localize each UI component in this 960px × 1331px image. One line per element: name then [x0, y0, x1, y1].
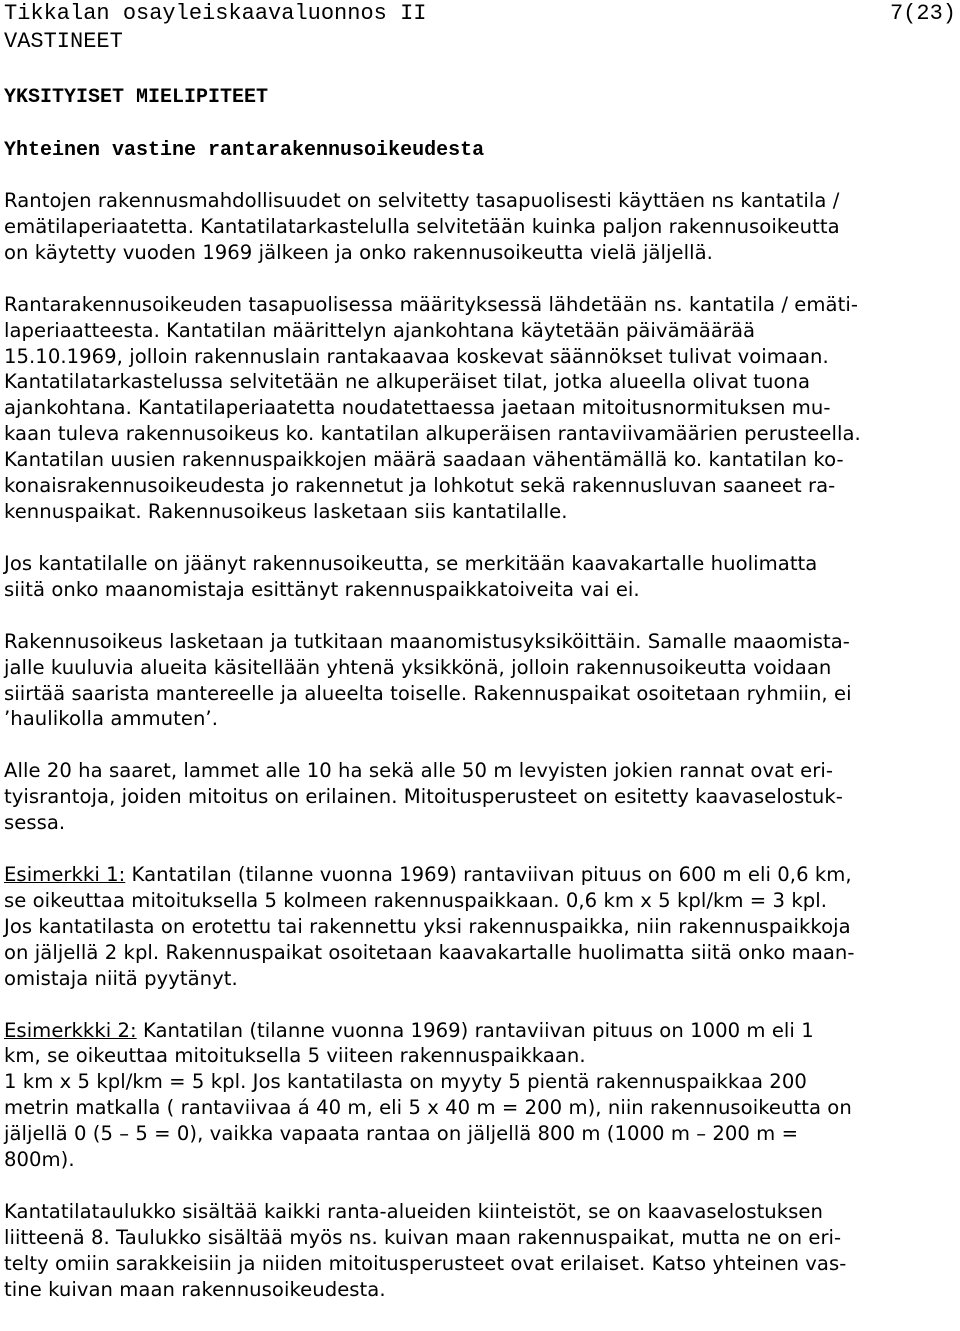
text-line: on jäljellä 2 kpl. Rakennuspaikat osoitetaan kaavakartalle huolimatta siitä onko maan- [4, 940, 855, 964]
example-2-text: Kantatilan (tilanne vuonna 1969) rantaviivan pituus on 1000 m eli 1 [136, 1018, 814, 1042]
example-1-paragraph [4, 862, 958, 992]
text-line: km, se oikeuttaa mitoituksella 5 viiteen rakennuspaikkaan. [4, 1044, 586, 1068]
page-number: 7(23) [889, 1, 956, 26]
text-line: laperiaatteesta. Kantatilan määrittelyn ajankohtana käytetään päivämäärää [4, 318, 756, 342]
text-line: Alle 20 ha saaret, lammet alle 10 ha sekä alle 50 m levyisten jokien rannat ovat eri- [4, 759, 834, 783]
text-line: Jos kantatilalle on jäänyt rakennusoikeutta, se merkitään kaavakartalle huolimatta [4, 551, 818, 575]
text-line: konaisrakennusoikeudesta jo rakennetut ja lohkotut sekä rakennusluvan saaneet ra- [4, 474, 836, 498]
text-line: kennuspaikat. Rakennusoikeus lasketaan siis kantatilalle. [4, 499, 568, 523]
text-line: Kantatilataulukko sisältää kaikki ranta-alueiden kiinteistöt, se on kaavaselostuksen [4, 1200, 824, 1223]
document-title: Tikkalan osayleiskaavaluonnos II [4, 1, 427, 26]
paragraph-2 [4, 292, 958, 525]
paragraph-4 [4, 629, 958, 733]
text-line: Jos kantatilasta on erotettu tai rakennettu yksi rakennuspaikka, niin rakennuspaikkoja [4, 914, 851, 938]
text-line: Kantatilan uusien rakennuspaikkojen määrä saadaan vähentämällä ko. kantatilan ko- [4, 448, 844, 472]
text-line: 800m). [4, 1148, 75, 1172]
text-line: emätilaperiaatetta. Kantatilatarkastelulla selvitetään kuinka paljon rakennusoikeutta [4, 214, 840, 238]
example-1-label: Esimerkki 1: [4, 863, 126, 887]
text-line: tine kuivan maan rakennusoikeudesta. [4, 1277, 386, 1301]
example-2-label: Esimerkkki 2: [4, 1018, 137, 1042]
text-line: ’haulikolla ammuten’. [4, 707, 218, 731]
text-line [4, 1018, 958, 1044]
text-line: Rakennusoikeus lasketaan ja tutkitaan maanomistusyksiköittäin. Samalle maaomista- [4, 629, 850, 653]
text-line: liitteenä 8. Taulukko sisältää myös ns. kuivan maan rakennuspaikat, mutta ne on eri- [4, 1225, 842, 1249]
text-line: tyisrantoja, joiden mitoitus on erilainen. Mitoitusperusteet on esitetty kaavaselostuk- [4, 785, 843, 809]
text-line: siirtää saarista mantereelle ja alueelta toiselle. Rakennuspaikat osoitetaan ryhmiin, ei [4, 681, 852, 705]
text-line: 1 km x 5 kpl/km = 5 kpl. Jos kantatilasta on myyty 5 pientä rakennuspaikkaa 200 [4, 1070, 807, 1094]
text-line: Kantatilatarkastelussa selvitetään ne alkuperäiset tilat, jotka alueella olivat tuona [4, 370, 811, 394]
text-line [4, 862, 958, 888]
text-line: se oikeuttaa mitoituksella 5 kolmeen rakennuspaikkaan. 0,6 km x 5 kpl/km = 3 kpl. [4, 888, 828, 912]
paragraph-8 [4, 1199, 958, 1303]
text-line: Rantarakennusoikeuden tasapuolisessa määrityksessä lähdetään ns. kantatila / emäti- [4, 292, 858, 316]
paragraph-3 [4, 551, 958, 603]
text-line: 15.10.1969, jolloin rakennuslain rantakaavaa koskevat säännökset tulivat voimaan. [4, 344, 829, 368]
text-line: sessa. [4, 811, 66, 835]
text-line: siitä onko maanomistaja esittänyt rakennuspaikkatoiveita vai ei. [4, 577, 640, 601]
paragraph-5 [4, 758, 958, 836]
document-body [4, 188, 958, 1329]
document-page [4, 0, 958, 1301]
paragraph-1 [4, 188, 958, 266]
text-line: metrin matkalla ( rantaviivaa á 40 m, eli 5 x 40 m = 200 m), niin rakennusoikeutta on [4, 1096, 852, 1120]
example-1-text: Kantatilan (tilanne vuonna 1969) rantaviivan pituus on 600 m eli 0,6 km, [125, 863, 852, 887]
page-header [4, 0, 958, 56]
example-2-paragraph [4, 1018, 958, 1173]
text-line: ajankohtana. Kantatilaperiaatetta noudatettaessa jaetaan mitoitusnormituksen mu- [4, 396, 831, 420]
text-line: jalle kuuluvia alueita käsitellään yhtenä yksikkönä, jolloin rakennusoikeutta voidaan [4, 655, 832, 679]
text-line: jäljellä 0 (5 – 5 = 0), vaikka vapaata rantaa on jäljellä 800 m (1000 m – 200 m = [4, 1122, 799, 1146]
section-heading: YKSITYISET MIELIPITEET [4, 86, 269, 109]
text-line: telty omiin sarakkeisiin ja niiden mitoitusperusteet ovat erilaiset. Katso yhteinen vas- [4, 1251, 847, 1275]
text-line: on käytetty vuoden 1969 jälkeen ja onko rakennusoikeutta vielä jäljellä. [4, 240, 713, 264]
text-line: omistaja niitä pyytänyt. [4, 966, 238, 990]
text-line: Rantojen rakennusmahdollisuudet on selvitetty tasapuolisesti käyttäen ns kantatila / [4, 189, 840, 212]
text-line: kaan tuleva rakennusoikeus ko. kantatilan alkuperäisen rantaviivamäärien perusteella. [4, 422, 861, 446]
subsection-heading: Yhteinen vastine rantarakennusoikeudesta [4, 139, 485, 162]
document-subtitle: VASTINEET [4, 29, 123, 54]
